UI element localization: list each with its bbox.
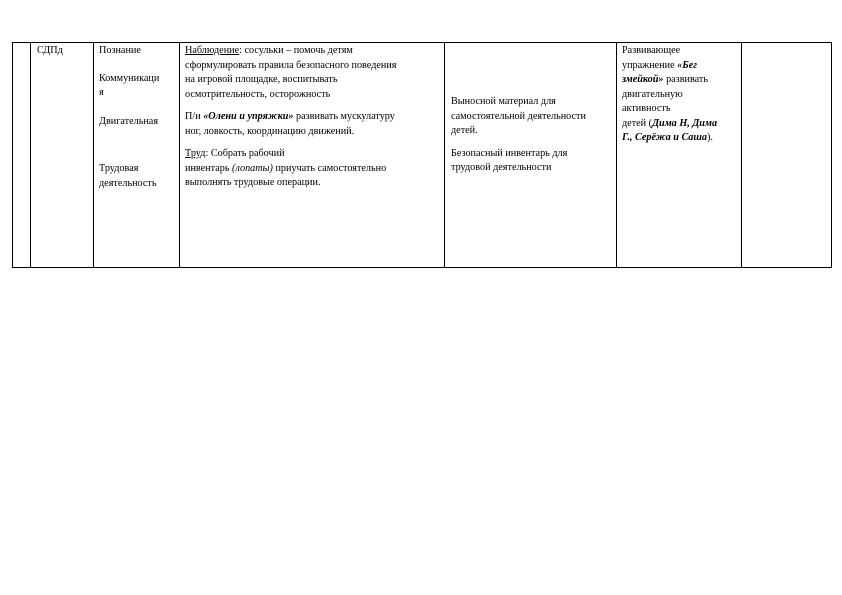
section-code: СДПд: [37, 45, 63, 56]
activity-cognition: Познание: [99, 45, 141, 56]
materials-cell: [444, 43, 616, 267]
labor-tools: (лопаты): [232, 162, 273, 174]
labor-text: Труд: Собрать рабочий инвентарь (лопаты) приучать самостоятельно выполнять трудовые операции.: [185, 148, 387, 188]
materials-text: Выносной материал для самостоятельной деятельности детей.: [451, 96, 586, 136]
section-cell: [30, 43, 93, 267]
observation-text: Наблюдение: сосульки – помочь детям сформулировать правила безопасного поведения на игровой площадке, воспитывать осмотрительность, осторожность: [185, 45, 397, 100]
extra-cell: [741, 43, 831, 267]
plan-table: [12, 42, 832, 268]
labor-label: Труд: [185, 148, 206, 159]
tools-text: Безопасный инвентарь для трудовой деятельности: [451, 147, 568, 173]
individual-work-text: Развивающее упражнение «Бег змейкой» развивать двигательную активность детей (Дима Н, Дима Г., Серёжа и Саша).: [622, 45, 718, 143]
observation-label: Наблюдение: [185, 45, 240, 56]
activity-motor: Двигательная: [99, 115, 159, 127]
outdoor-game-text: П/и «Олени и упряжки» развивать мускулатуру ног, ловкость, координацию движений.: [185, 111, 395, 137]
blank-column: [13, 43, 30, 267]
content-cell: [179, 43, 444, 267]
activity-labor: Трудовая деятельность: [99, 163, 157, 189]
individual-cell: [616, 43, 741, 267]
activities-cell: [93, 43, 179, 267]
activity-communication: Коммуникаци я: [99, 72, 160, 98]
game-name: «Олени и упряжки»: [203, 111, 294, 122]
